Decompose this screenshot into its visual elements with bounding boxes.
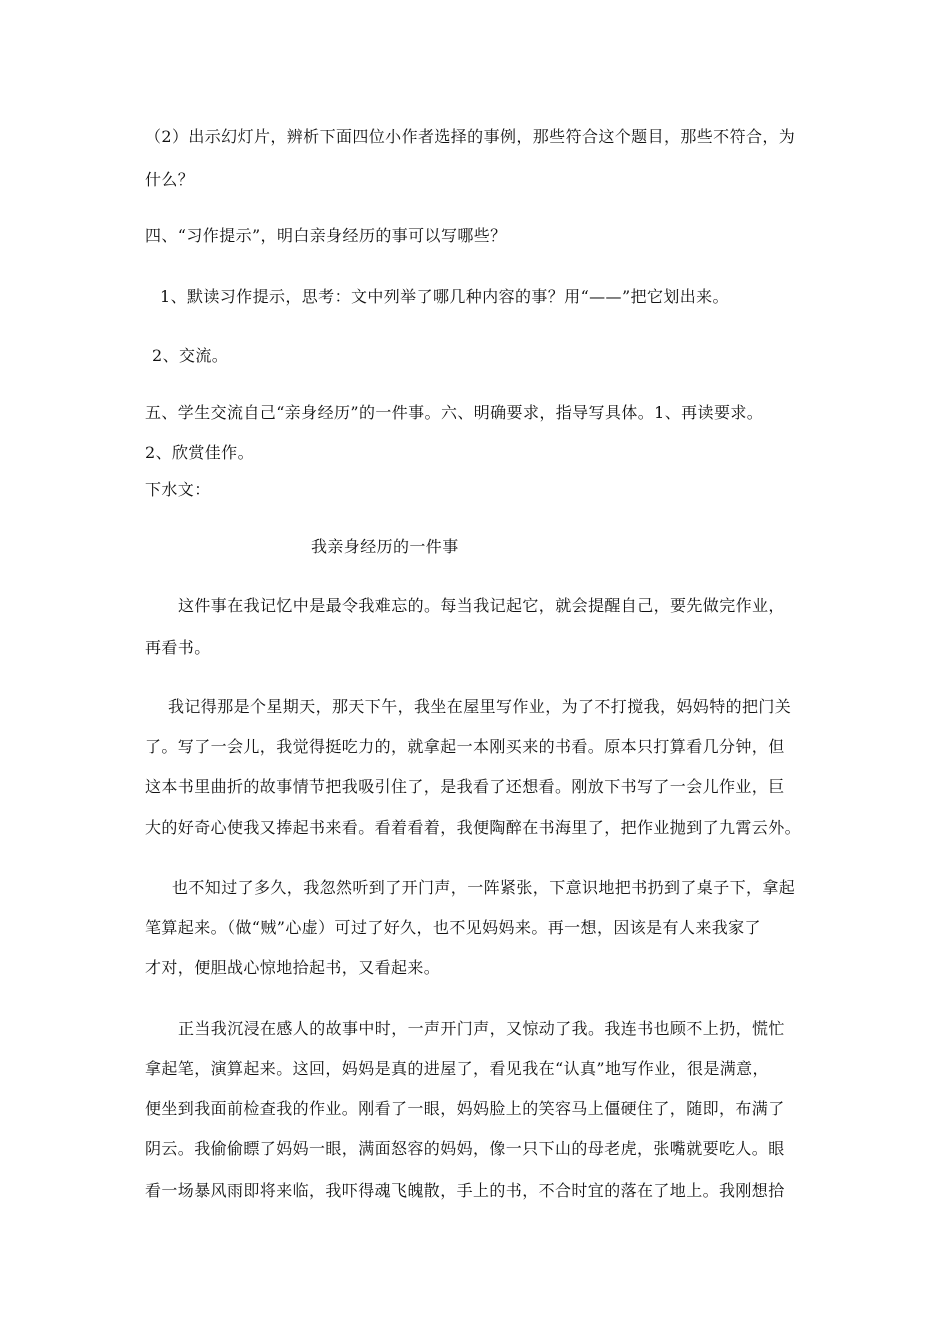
text-line: （2）出示幻灯片，辨析下面四位小作者选择的事例，那些符合这个题目，那些不符合，为 — [145, 127, 796, 146]
text-line: 2、欣赏佳作。 — [145, 443, 254, 462]
text-line: 了。写了一会儿，我觉得挺吃力的，就拿起一本刚买来的书看。原本只打算看几分钟，但 — [145, 737, 785, 756]
text-line: 阴云。我偷偷瞟了妈妈一眼，满面怒容的妈妈，像一只下山的母老虎，张嘴就要吃人。眼 — [145, 1139, 785, 1158]
text-line: 这本书里曲折的故事情节把我吸引住了，是我看了还想看。刚放下书写了一会儿作业，巨 — [145, 777, 785, 796]
section-heading: 五、学生交流自己“亲身经历”的一件事。六、明确要求，指导写具体。1、再读要求。 — [145, 403, 764, 422]
text-line: 看一场暴风雨即将来临，我吓得魂飞魄散，手上的书，不合时宜的落在了地上。我刚想拾 — [145, 1181, 785, 1200]
text-line: 我记得那是个星期天，那天下午，我坐在屋里写作业，为了不打搅我，妈妈特的把门关 — [168, 697, 792, 716]
text-line: 大的好奇心使我又捧起书来看。看着看着，我便陶醉在书海里了，把作业抛到了九霄云外。 — [145, 818, 802, 837]
text-line: 什么？ — [145, 170, 195, 189]
text-line: 1、默读习作提示，思考：文中列举了哪几种内容的事？用“——”把它划出来。 — [160, 287, 729, 306]
text-line: 下水文： — [145, 480, 211, 499]
section-heading: 四、“习作提示”，明白亲身经历的事可以写哪些？ — [145, 226, 507, 245]
text-line: 拿起笔，演算起来。这回，妈妈是真的进屋了，看见我在“认真”地写作业，很是满意， — [145, 1059, 769, 1078]
essay-title: 我亲身经历的一件事 — [311, 537, 459, 556]
text-line: 这件事在我记忆中是最令我难忘的。每当我记起它，就会提醒自己，要先做完作业， — [178, 596, 785, 615]
text-line: 才对，便胆战心惊地拾起书，又看起来。 — [145, 958, 441, 977]
text-line: 笔算起来。（做“贼”心虚）可过了好久，也不见妈妈来。再一想，因该是有人来我家了 — [145, 918, 761, 937]
text-line: 也不知过了多久，我忽然听到了开门声，一阵紧张，下意识地把书扔到了桌子下，拿起 — [172, 878, 796, 897]
text-line: 正当我沉浸在感人的故事中时，一声开门声，又惊动了我。我连书也顾不上扔，慌忙 — [178, 1019, 785, 1038]
text-line: 2、交流。 — [152, 346, 229, 365]
text-line: 再看书。 — [145, 638, 211, 657]
text-line: 便坐到我面前检查我的作业。刚看了一眼，妈妈脸上的笑容马上僵硬住了，随即，布满了 — [145, 1099, 785, 1118]
